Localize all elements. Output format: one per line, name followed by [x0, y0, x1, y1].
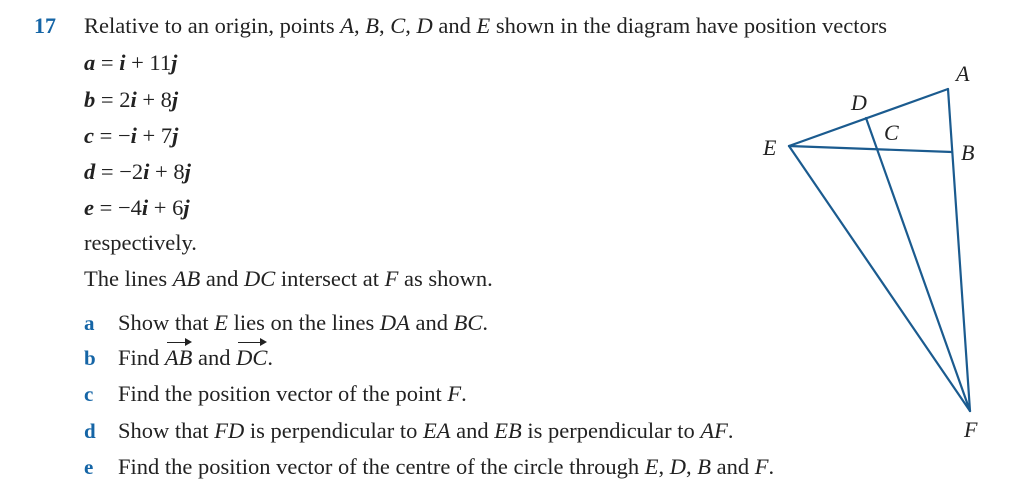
- vector-e-line: e = −4i + 6j: [84, 195, 190, 220]
- label-E: E: [763, 135, 777, 160]
- line-EF: [789, 146, 970, 411]
- intersection-statement: The lines AB and DC intersect at F as shown.: [84, 266, 493, 291]
- line-EA: [789, 89, 948, 146]
- part-d-text: Show that FD is perpendicular to EA and EB is perpendicular to AF.: [118, 418, 734, 443]
- label-C: C: [884, 120, 899, 145]
- part-a-letter: a: [84, 311, 95, 335]
- label-B: B: [961, 140, 975, 165]
- line-EB: [789, 146, 952, 152]
- line-AF: [948, 89, 970, 411]
- part-c-text: Find the position vector of the point F.: [118, 381, 467, 406]
- part-b-text: Find AB and DC.: [118, 345, 274, 370]
- label-A: A: [956, 61, 970, 86]
- part-a-text: Show that E lies on the lines DA and BC.: [118, 310, 489, 335]
- part-d-letter: d: [84, 419, 96, 443]
- respectively-text: respectively.: [84, 230, 197, 255]
- question-stem: Relative to an origin, points A, B, C, D and E shown in the diagram have position vectors: [84, 13, 888, 38]
- label-D: D: [851, 90, 867, 115]
- part-c-letter: c: [84, 382, 94, 406]
- question-number: 17: [34, 13, 56, 38]
- part-e-text: Find the position vector of the centre of the circle through E, D, B and F.: [118, 454, 775, 479]
- line-DF: [866, 118, 970, 411]
- part-e-letter: e: [84, 455, 94, 479]
- vector-a-line: a = i + 11j: [84, 50, 178, 75]
- vector-c-line: c = −i + 7j: [84, 123, 179, 148]
- vector-d-line: d = −2i + 8j: [84, 159, 191, 184]
- part-b-letter: b: [84, 346, 96, 370]
- label-F: F: [964, 417, 978, 442]
- vector-b-line: b = 2i + 8j: [84, 87, 179, 112]
